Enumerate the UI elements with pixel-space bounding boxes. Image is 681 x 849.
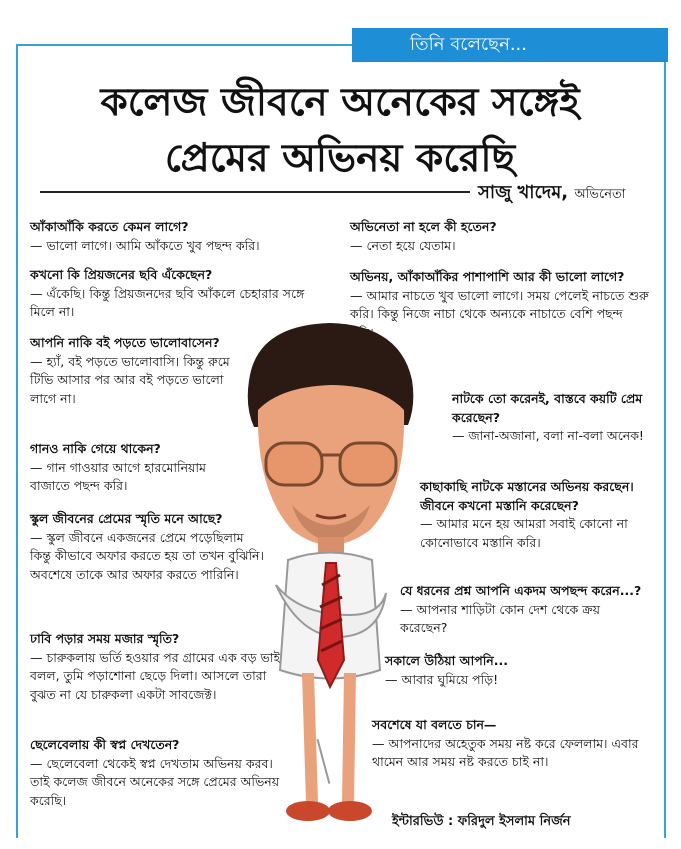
answer: — হ্যাঁ, বই পড়তে ভালোবাসি। কিন্তু রুমে টিভি আসার পর আর বই পড়তে ভালো লাগে না। — [30, 353, 230, 406]
answer: — ছেলেবেলা থেকেই স্বপ্ন দেখতাম অভিনয় করব। তাই কলেজ জীবনে অনেকের সঙ্গে প্রেমের অভিনয় করেছি। — [30, 755, 280, 808]
answer: — গান গাওয়ার আগে হারমোনিয়াম বাজাতে পছন্দ করি। — [30, 459, 206, 493]
question: কখনো কি প্রিয়জনের ছবি এঁকেছেন? — [30, 267, 213, 282]
question: আঁকাআঁকি করতে কেমন লাগে? — [30, 219, 189, 234]
question: আপনি নাকি বই পড়তে ভালোবাসেন? — [30, 335, 220, 350]
qa-right-3 — [452, 390, 652, 446]
question: অভিনেতা না হলে কী হতেন? — [350, 219, 497, 234]
left-sandal — [286, 801, 330, 821]
right-sandal — [328, 801, 372, 821]
question: সবশেষে যা বলতে চান— — [372, 717, 497, 732]
question: স্কুল জীবনের প্রেমের স্মৃতি মনে আছে? — [30, 511, 223, 526]
question: অভিনয়, আঁকাআঁকির পাশাপাশি আর কী ভালো লাগে? — [350, 269, 625, 284]
byline-rule — [40, 191, 470, 193]
headline-line-2: প্রেমের অভিনয় করেছি — [164, 135, 516, 181]
question: গানও নাকি গেয়ে থাকেন? — [30, 441, 161, 456]
question: যে ধরনের প্রশ্ন আপনি একদম অপছন্দ করেন...? — [400, 583, 642, 598]
byline-name: সাজু খাদেম, — [478, 182, 569, 203]
qa-left-1 — [30, 218, 310, 255]
answer: — আপনার শাড়িটা কোন দেশ থেকে ক্রয় করেছেন? — [400, 601, 601, 635]
answer: — নেতা হয়ে যেতাম। — [350, 237, 456, 253]
question: সকালে উঠিয়া আপনি... — [385, 653, 508, 668]
question: ঢাবি পড়ার সময় মজার স্মৃতি? — [30, 631, 180, 646]
question: ছেলেবেলায় কী স্বপ্ন দেখতেন? — [30, 737, 180, 752]
headline-line-1: কলেজ জীবনে অনেকের সঙ্গেই — [100, 79, 580, 125]
qa-right-4 — [420, 478, 650, 552]
headline — [40, 74, 640, 186]
question: কাছাকাছি নাটকে মস্তানের অভিনয় করছেন। জীবনে কখনো মস্তানি করেছেন? — [420, 479, 634, 513]
qa-left-3 — [30, 334, 240, 408]
answer: — ভালো লাগে। আমি আঁকতে খুব পছন্দ করি। — [30, 237, 260, 253]
answer: — আমার মনে হয় আমরা সবাই কোনো না কোনোভাবে মস্তানি করি। — [420, 516, 628, 550]
qa-left-2 — [30, 266, 308, 322]
section-tag: তিনি বলেছেন... — [352, 28, 668, 62]
answer: — আমার নাচতে খুব ভালো লাগে। সময় পেলেই নাচতে শুরু করি। কিন্তু নিজে নাচা থেকে অন্যকে নাচাতে বেশি পছন্দ — [350, 287, 649, 321]
byline-role: অভিনেতা — [574, 187, 626, 202]
answer: — জানা-অজানা, বলা না-বলা অনেক! — [452, 428, 644, 443]
qa-right-1 — [350, 218, 650, 255]
answer: — চারুকলায় ভর্তি হওয়ার পর গ্রামের এক বড় ভাই বলল, তুমি পড়াশোনা ছেড়ে দিলা। আসলে তারা বুঝত না যে চারুকলা একটা সাবজেক্ট। — [30, 649, 280, 702]
qa-right-5 — [400, 582, 650, 638]
left-leg — [302, 673, 318, 803]
byline — [478, 178, 626, 209]
qa-left-4 — [30, 440, 240, 496]
answer: — আপনাদের অহেতুক সময় নষ্ট করে ফেললাম। এবার থামেন আর সময় নষ্ট করতে চাই না। — [372, 735, 639, 769]
answer: — আবার ঘুমিয়ে পড়ি! — [385, 671, 499, 687]
question: নাটকে তো করেনই, বাস্তবে কয়টি প্রেম করেছেন? — [452, 391, 643, 425]
answer: — এঁকেছি। কিন্তু প্রিয়জনদের ছবি আঁকলে চেহারার সঙ্গে মিলে না। — [30, 285, 305, 319]
interview-credit: ইন্টারভিউ : ফরিদুল ইসলাম নির্জন — [392, 814, 571, 829]
answer: — স্কুল জীবনে একজনের প্রেমে পড়েছিলাম কিন্তু কীভাবে অফার করতে হয় তা তখন বুঝিনি। অবশেষে তাকে আর অফার করতে পারিনি। — [30, 529, 264, 582]
